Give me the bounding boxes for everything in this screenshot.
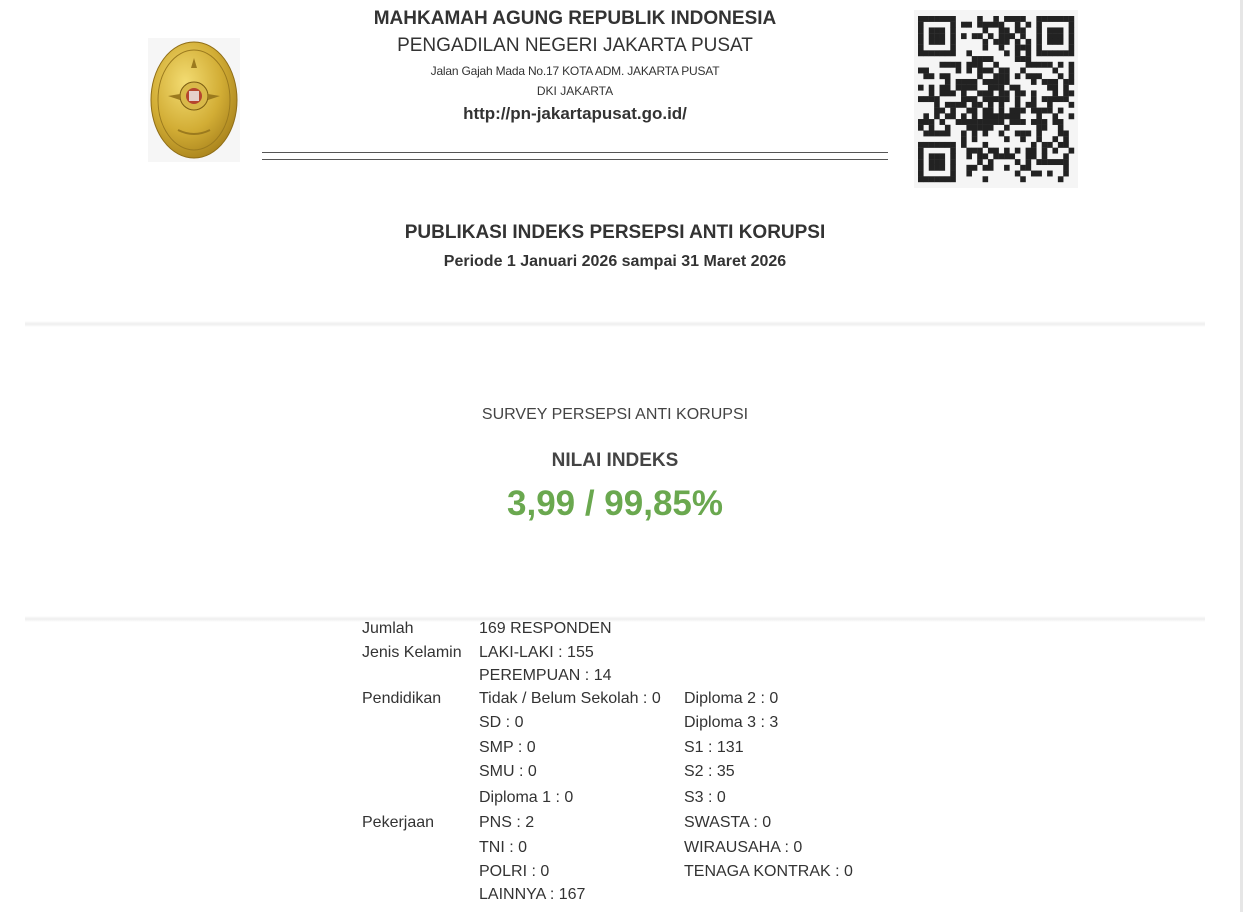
index-label: NILAI INDEKS bbox=[551, 450, 679, 471]
education-smu: SMU : 0 bbox=[479, 763, 537, 780]
page-edge bbox=[1240, 0, 1243, 912]
qr-code-icon bbox=[914, 10, 1078, 188]
education-s2: S2 : 35 bbox=[684, 763, 735, 780]
header-divider bbox=[262, 152, 888, 160]
court-province: DKI JAKARTA bbox=[536, 84, 614, 98]
survey-title: SURVEY PERSEPSI ANTI KORUPSI bbox=[481, 406, 749, 423]
publication-title: PUBLIKASI INDEKS PERSEPSI ANTI KORUPSI bbox=[404, 222, 826, 243]
court-website: http://pn-jakartapusat.go.id/ bbox=[463, 104, 687, 123]
education-none: Tidak / Belum Sekolah : 0 bbox=[479, 690, 661, 707]
occupation-tni: TNI : 0 bbox=[479, 839, 528, 856]
education-s1: S1 : 131 bbox=[684, 739, 744, 756]
occupation-other: LAINNYA : 167 bbox=[479, 886, 586, 903]
gender-label: Jenis Kelamin bbox=[362, 644, 462, 661]
occupation-swasta: SWASTA : 0 bbox=[684, 814, 772, 831]
gender-male: LAKI-LAKI : 155 bbox=[479, 644, 594, 661]
occupation-polri: POLRI : 0 bbox=[479, 863, 550, 880]
occupation-wirausaha: WIRAUSAHA : 0 bbox=[684, 839, 803, 856]
total-label: Jumlah bbox=[362, 620, 414, 637]
gender-female: PEREMPUAN : 14 bbox=[479, 667, 612, 684]
education-d1: Diploma 1 : 0 bbox=[479, 789, 574, 806]
mahkamah-agung-emblem-icon bbox=[148, 38, 240, 162]
index-value: 3,99 / 99,85% bbox=[507, 484, 723, 523]
occupation-contract: TENAGA KONTRAK : 0 bbox=[684, 863, 853, 880]
education-sd: SD : 0 bbox=[479, 714, 524, 731]
total-value: 169 RESPONDEN bbox=[479, 620, 612, 637]
education-label: Pendidikan bbox=[362, 690, 442, 707]
court-address: Jalan Gajah Mada No.17 KOTA ADM. JAKARTA PUSAT bbox=[430, 64, 720, 78]
occupation-pns: PNS : 2 bbox=[479, 814, 535, 831]
section-divider-bottom bbox=[25, 616, 1205, 622]
occupation-label: Pekerjaan bbox=[362, 814, 435, 831]
education-d3: Diploma 3 : 3 bbox=[684, 714, 779, 731]
publication-period: Periode 1 Januari 2026 sampai 31 Maret 2026 bbox=[443, 253, 787, 270]
org-name: MAHKAMAH AGUNG REPUBLIK INDONESIA bbox=[373, 8, 777, 29]
education-s3: S3 : 0 bbox=[684, 789, 726, 806]
section-divider-top bbox=[25, 321, 1205, 327]
education-smp: SMP : 0 bbox=[479, 739, 536, 756]
education-d2: Diploma 2 : 0 bbox=[684, 690, 779, 707]
court-name: PENGADILAN NEGERI JAKARTA PUSAT bbox=[397, 35, 753, 56]
